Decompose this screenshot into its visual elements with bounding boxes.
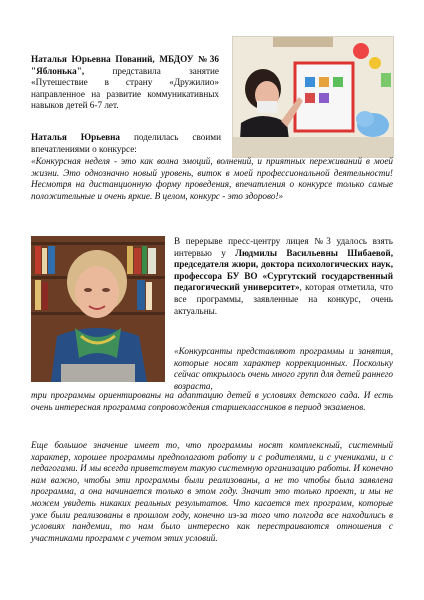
paragraph-intro xyxy=(31,54,219,112)
paragraph-impressions xyxy=(31,132,221,155)
intro-text: представила занятие «Путешествие в страну «Дружилио» направленное на развитие коммуникативных навыков детей 6-7 лет. xyxy=(31,65,219,111)
impressions-intro: поделилась своими впечатлениями о конкурсе: xyxy=(31,132,221,154)
quote-complex-programs-text: Еще большое значение имеет то, что программы носят комплексный, системный характер, хорошее программы предполагают работу и с родителями, и с учениками, и с педагогами. И мы всегда приветствуем такую системную организацию работы. И конечно нам важно, чтобы эти программы были реализованы, а не то чтобы была заявлена программа, а она начинается только в этом году. Значит это только проект, и мы не можем увидеть никаких реальных результатов. Что касается тех программ, которые уже были реализованы в прошлом году, конечно из-за того что полгода все находились в условиях пандемии, то нам было интересно как перестраиваются отношения с участниками программ с учетом этих условий. xyxy=(31,440,393,543)
speaker-name: Наталья Юрьевна xyxy=(31,132,121,142)
quote-programs-part1 xyxy=(174,346,393,392)
quote-programs-part2 xyxy=(31,390,393,413)
quote-impressions xyxy=(31,156,393,202)
quote-programs-part1-text: «Конкурсанты представляют программы и занятия, которые носят характер коррекционных. Поскольку сейчас открылось очень много групп для детей раннего возраста, xyxy=(174,346,393,391)
author-name: Наталья Юрьевна Пований, МБДОУ №36 "Яблонька", xyxy=(31,54,219,76)
quote-complex-programs xyxy=(31,440,393,544)
interview-tail: , которая отметила, что все программы, заявленные на конкурс, очень актуальны. xyxy=(174,282,394,316)
paragraph-interview xyxy=(174,236,393,317)
interviewee-name: Людмилы Васильевны Шибаевой, председателя жюри, доктора психологических наук, профессора БУ ВО «Сургутский государственный педагогический университет» xyxy=(174,247,393,293)
quote-impressions-text: «Конкурсная неделя - это как волна эмоций, волнений, и приятных переживаний в моей жизни. Это однозначно новый уровень, виток в моей профессиональной деятельности! Несмотря на дистанционную форму проведения, впечатления о конкурсе только самые положительные и очень яркие. В целом, конкурс - это здорово!» xyxy=(31,156,393,201)
interview-lead: В перерыве пресс-центру лицея №3 удалось взять интервью у xyxy=(174,236,393,258)
quote-programs-part2-text: три программы ориентированы на адаптацию детей в условиях детского сада. И есть очень интересная программа сопровождения старшеклассников в период экзаменов. xyxy=(31,390,393,412)
portrait-photo xyxy=(31,236,165,382)
presenter-photo xyxy=(232,36,394,158)
